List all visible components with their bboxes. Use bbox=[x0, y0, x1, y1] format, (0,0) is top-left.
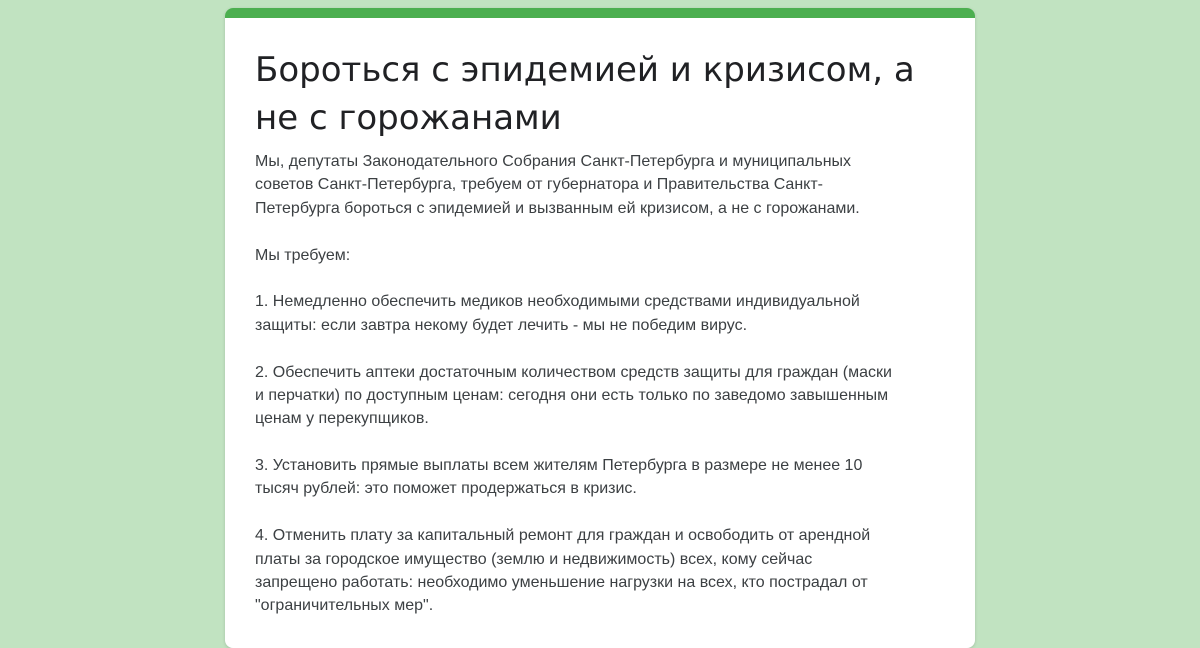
paragraph-gap bbox=[255, 267, 955, 290]
form-title bbox=[255, 46, 945, 142]
demand-line: 4. Отменить плату за капитальный ремонт для граждан и освободить от арендной bbox=[255, 527, 871, 545]
paragraph-gap bbox=[255, 501, 955, 524]
demand-line: 3. Установить прямые выплаты всем жителям Петербурга в размере не менее 10 bbox=[255, 457, 863, 475]
paragraph-gap bbox=[255, 431, 955, 454]
intro-line: советов Санкт-Петербурга, требуем от губернатора и Правительства Санкт- bbox=[255, 176, 823, 194]
demand-line: платы за городское имущество (землю и недвижимость) всех, кому сейчас bbox=[255, 550, 813, 568]
demand-heading: Мы требуем: bbox=[255, 246, 351, 264]
demand-line: 1. Немедленно обеспечить медиков необходимыми средствами индивидуальной bbox=[255, 293, 860, 311]
demand-line: тысяч рублей: это поможет продержаться в кризис. bbox=[255, 480, 637, 498]
demand-line: 2. Обеспечить аптеки достаточным количеством средств защиты для граждан (маски bbox=[255, 363, 892, 381]
demand-item bbox=[255, 454, 955, 501]
form-title-line: Бороться с эпидемией и кризисом, а bbox=[255, 50, 915, 90]
demand-item bbox=[255, 361, 955, 431]
form-card bbox=[225, 8, 975, 648]
demand-item bbox=[255, 524, 955, 618]
demand-line: "ограничительных мер". bbox=[255, 597, 434, 615]
paragraph-gap bbox=[255, 220, 955, 243]
form-description bbox=[255, 150, 955, 618]
demand-line: и перчатки) по доступным ценам: сегодня они есть только по заведомо завышенным bbox=[255, 386, 889, 404]
intro-line: Мы, депутаты Законодательного Собрания Санкт-Петербурга и муниципальных bbox=[255, 153, 852, 170]
form-title-line: не с горожанами bbox=[255, 98, 562, 138]
paragraph-gap bbox=[255, 337, 955, 360]
demand-line: запрещено работать: необходимо уменьшение нагрузки на всех, кто пострадал от bbox=[255, 574, 868, 592]
intro-paragraph bbox=[255, 150, 955, 220]
intro-line: Петербурга бороться с эпидемией и вызванным ей кризисом, а не с горожанами. bbox=[255, 199, 860, 217]
form-accent-bar bbox=[225, 8, 975, 18]
demand-item bbox=[255, 290, 955, 337]
demand-line: ценам у перекупщиков. bbox=[255, 410, 429, 428]
demand-line: защиты: если завтра некому будет лечить - мы не победим вирус. bbox=[255, 316, 748, 334]
